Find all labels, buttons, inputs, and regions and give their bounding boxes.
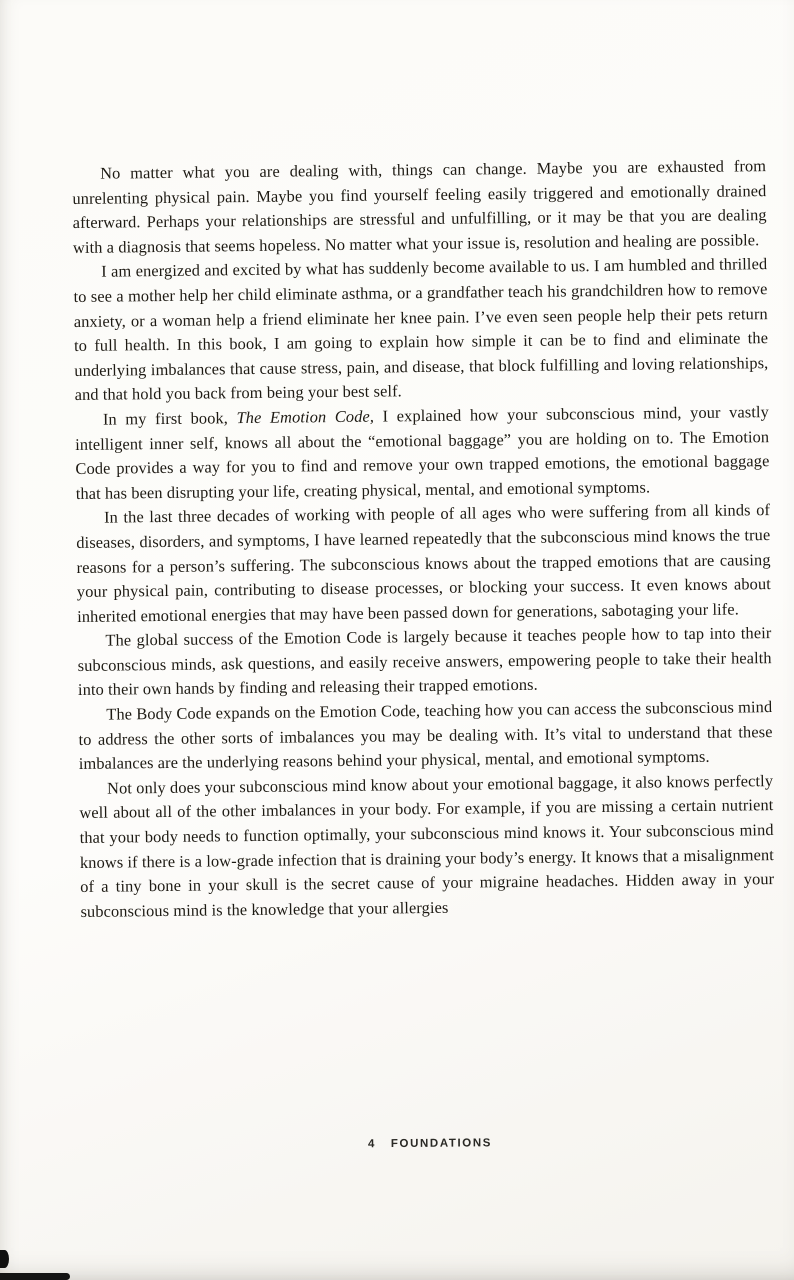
book-title-italic: The Emotion Code, xyxy=(236,406,375,428)
paragraph-4: In the last three decades of working with people of all ages who were suffering from all kinds of diseases, disorders, and symptoms, I have learned repeatedly that the subconscious mind knows the true reasons for a person’s suffering. The subconscious knows about the trapped emotions that are causing your physical pain, contributing to disease processes, or blocking your success. It even knows about inherited emotional energies that may have been passed down for generations, sabotaging your life. xyxy=(76,500,771,626)
scan-artifact-left-edge xyxy=(0,1250,9,1268)
section-title: FOUNDATIONS xyxy=(390,1137,493,1151)
paragraph-2: I am energized and excited by what has suddenly become available to us. I am humbled and thrilled to see a mother help her child eliminate asthma, or a grandfather teach his grandchildren how to remove anxiety, or a woman help a friend eliminate her knee pain. I’ve even seen people help their pets return to full health. In this book, I am going to explain how simple it can be to find and eliminate the underlying imbalances that cause stress, pain, and disease, that block fulfilling and loving relationships, and that hold you back from being your best self. xyxy=(73,254,769,405)
page-number: 4 xyxy=(367,1138,375,1151)
paragraph-1: No matter what you are dealing with, things can change. Maybe you are exhausted from unrelenting physical pain. Maybe you find yourself feeling easily triggered and emotionally drained afterward. Perhaps your relationships are stressful and unfulfilling, or it may be that you are dealing with a diagnosis that seems hopeless. No matter what your issue is, resolution and healing are possible. xyxy=(72,156,767,257)
paragraph-6: The Body Code expands on the Emotion Code, teaching how you can access the subconscious mind to address the other sorts of imbalances you may be dealing with. It’s vital to understand that these imbalances are the underlying reasons behind your physical, mental, and emotional symptoms. xyxy=(78,697,773,774)
scan-artifact-bottom-edge xyxy=(0,1273,70,1280)
paragraph-3 xyxy=(75,400,770,506)
paragraph-3-text-before: In my first book, xyxy=(102,408,237,429)
page-body-text xyxy=(72,154,775,924)
paragraph-7: Not only does your subconscious mind know about your emotional baggage, it also knows perfectly well about all of the other imbalances in your body. For example, if you are missing a certain nutrient that your body needs to function optimally, your subconscious mind knows it. Your subconscious mind knows if there is a low-grade infection that is draining your body’s energy. It knows that a misalignment of a tiny bone in your skull is the secret cause of your migraine headaches. Hidden away in your subconscious mind is the knowledge that your allergies xyxy=(79,770,775,921)
paragraph-5: The global success of the Emotion Code is largely because it teaches people how to tap into their subconscious minds, ask questions, and easily receive answers, empowering people to take their health into their own hands by finding and releasing their trapped emotions. xyxy=(77,623,772,700)
page-footer xyxy=(0,1135,794,1153)
paragraph-3-text-after: I explained how your subconscious mind, your vastly intelligent inner self, knows all about the “emotional baggage” you are holding on to. The Emotion Code provides a way for you to find and remove your own trapped emotions, the emotional baggage that has been disrupting your life, creating physical, mental, and emotional symptoms. xyxy=(75,402,770,503)
